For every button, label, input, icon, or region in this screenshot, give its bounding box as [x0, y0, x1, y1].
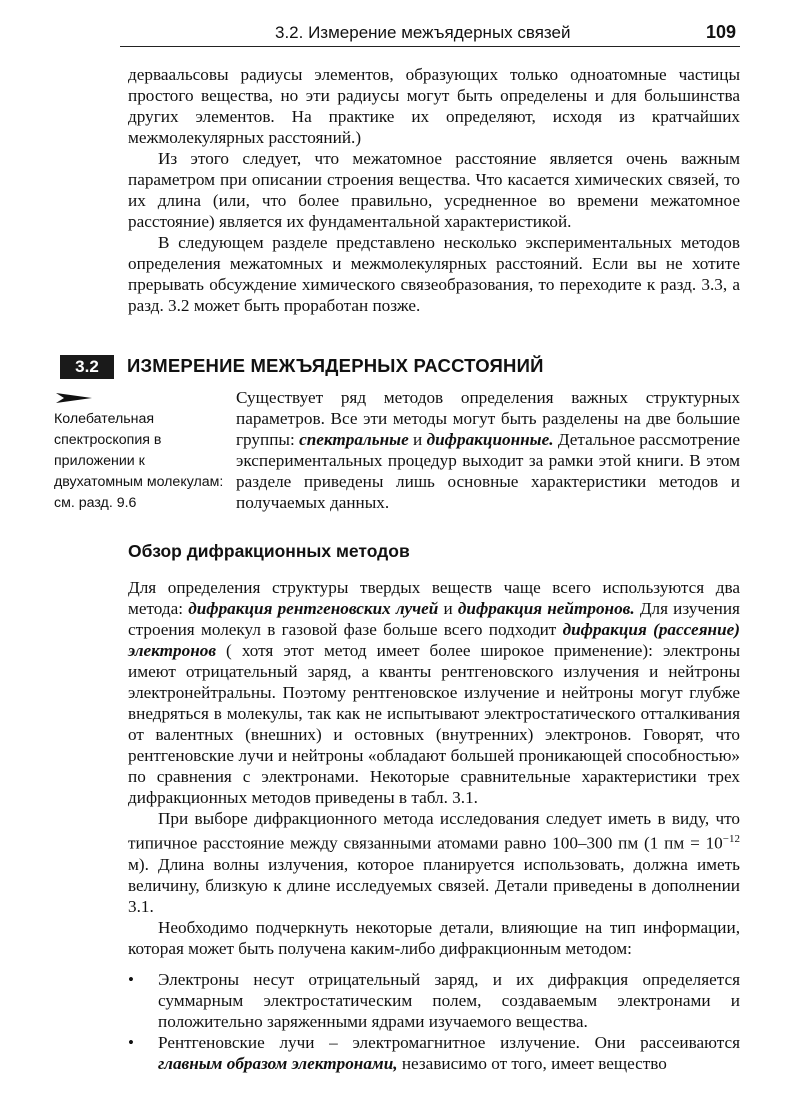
text-run: и [438, 599, 458, 618]
list-item-text: Электроны несут отрицательный заряд, и их дифракция определяется суммарным электростатическим полем, создаваемым электронами и положительно заряженными ядрами изучаемого вещества. [158, 969, 740, 1031]
margin-note-text: Колебательная спектроскопия в приложении к двухатомным молекулам: см. разд. 9.6 [54, 411, 224, 511]
running-header-title: 3.2. Измерение межъядерных связей [275, 23, 571, 42]
paragraph [128, 808, 740, 917]
list-item [128, 1032, 740, 1074]
section-intro [236, 387, 740, 513]
text-run: м). Длина волны излучения, которое планируется использовать, должна иметь величину, близкую к длине исследуемых связей. Детали приведены в дополнении 3.1. [128, 854, 740, 916]
superscript: −12 [722, 833, 740, 845]
paragraph [128, 577, 740, 808]
section-number-badge: 3.2 [60, 355, 114, 379]
list-item [128, 969, 740, 1032]
text-run: Для определения структуры твердых веществ чаще всего используются два метода: [128, 578, 740, 618]
text-run: При выборе дифракционного метода исследования следует иметь в виду, что типичное расстояние между связанными атомами равно 100–300 пм (1 пм = 10 [128, 809, 740, 853]
paragraph: дерваальсовы радиусы элементов, образующих только одноатомные частицы простого вещества, но эти радиусы могут быть определены и для большинства других элементов. На практике их определяют, исходя из кратчайших межмолекулярных расстояний.) [128, 65, 740, 147]
text-run: и [408, 430, 427, 449]
margin-note [54, 391, 232, 514]
paragraph: В следующем разделе представлено несколько экспериментальных методов определения межатомных и межмолекулярных расстояний. Если вы не хотите прерывать обсуждение химического связеобразования, то переходите к разд. 3.3, а разд. 3.2 может быть проработан позже. [128, 233, 740, 315]
emphasis-text: дифракция рентгеновских лучей [188, 599, 439, 618]
emphasis-text: спектральные [299, 430, 409, 449]
emphasis-text: дифракционные. [426, 430, 554, 449]
text-run: Для изучения строения молекул в газовой фазе больше всего подходит [128, 599, 740, 639]
text-run: Детальное рассмотрение экспериментальных процедур выходит за рамки этой книги. В этом разделе приведены лишь основные характеристики методов и получаемых данных. [236, 430, 741, 512]
text-run: ( хотя этот метод имеет более широкое применение): электроны имеют отрицательный заряд, а кванты рентгеновского излучения и нейтроны электронейтральны. Поэтому рентгеновское излучение и нейтроны могут глубже внедряться в молекулы, так как не испытывают электростатического отталкивания от валентных (внешних) и остовных (внутренних) электронов. Говорят, что рентгеновские лучи и нейтроны «обладают большей проникающей способностью» по сравнения с электронами. Некоторые сравнительные характеристики трех дифракционных методов приведены в табл. 3.1. [128, 641, 740, 807]
running-header [120, 20, 740, 47]
paragraph: Из этого следует, что межатомное расстояние является очень важным параметром при описании строения вещества. Что касается химических связей, то их длина (или, что более правильно, усредненное во времени межатомное расстояние) является их фундаментальной характеристикой. [128, 149, 740, 231]
text-run: Рентгеновские лучи – электромагнитное излучение. Они рассеиваются [158, 1032, 740, 1052]
emphasis-text: дифракция (рассеяние) электронов [128, 620, 740, 660]
page-number: 109 [705, 22, 736, 42]
bullet-marker: • [128, 1032, 134, 1052]
paragraph: Необходимо подчеркнуть некоторые детали, влияющие на тип информации, которая может быть получена каким-либо дифракционным методом: [128, 917, 740, 958]
subsection-title: Обзор дифракционных методов [128, 541, 410, 561]
text-run: независимо от того, имеет вещество [397, 1053, 667, 1073]
arrow-pointer-icon [54, 391, 94, 405]
section-title: ИЗМЕРЕНИЕ МЕЖЪЯДЕРНЫХ РАССТОЯНИЙ [127, 355, 544, 376]
paragraph [236, 387, 740, 513]
emphasis-text: дифракция нейтронов. [457, 599, 635, 618]
bullet-list [128, 969, 740, 1074]
intro-text [128, 64, 740, 316]
emphasis-text: главным образом электронами, [158, 1053, 398, 1073]
diffraction-text [128, 577, 740, 1074]
bullet-marker: • [128, 969, 134, 989]
text-run: Существует ряд методов определения важных структурных параметров. Все эти методы могут быть разделены на две большие группы: [236, 388, 740, 449]
section-heading [60, 351, 760, 381]
